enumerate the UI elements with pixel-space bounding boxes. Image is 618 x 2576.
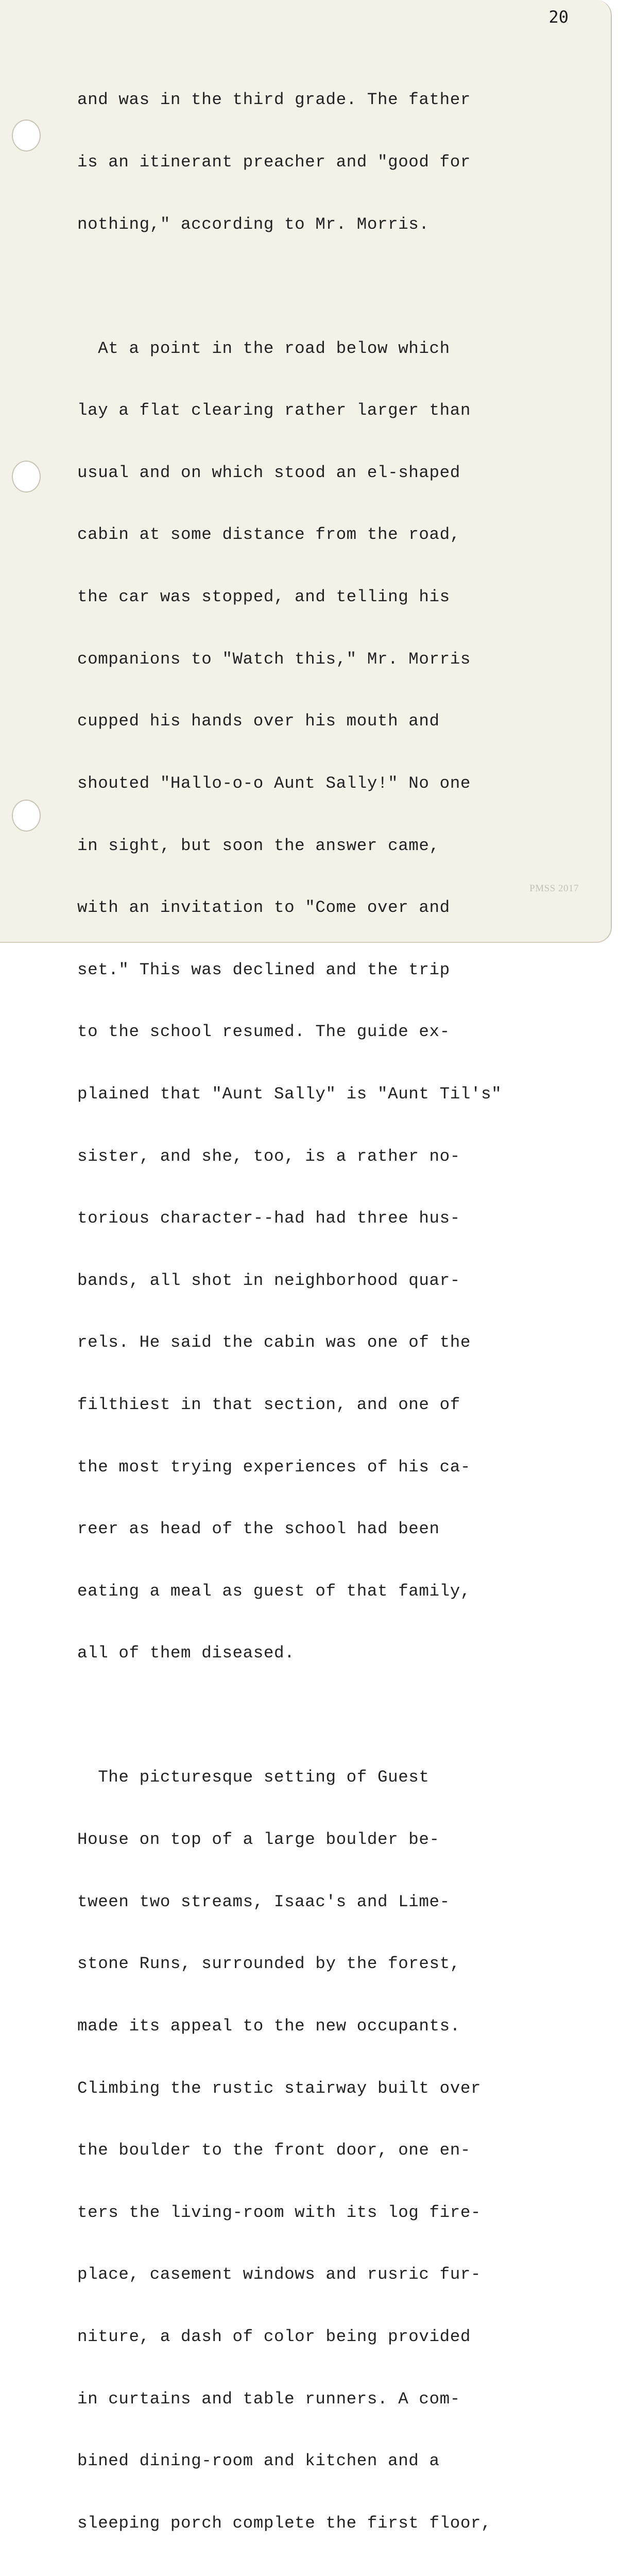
text-line: to the school resumed. The guide ex- (77, 1022, 450, 1042)
text-line: the most trying experiences of his ca- (77, 1457, 471, 1477)
text-line: companions to "Watch this," Mr. Morris (77, 649, 471, 669)
text-line: filthiest in that section, and one of (77, 1395, 460, 1414)
text-line: rels. He said the cabin was one of the (77, 1333, 471, 1352)
text-line: and was in the third grade. The father (77, 90, 471, 110)
paragraph (77, 297, 597, 1705)
text-line: bands, all shot in neighborhood quar- (77, 1270, 460, 1290)
paragraph (77, 1726, 597, 2576)
text-line: House on top of a large boulder be- (77, 1830, 440, 1850)
binder-hole-top (12, 120, 41, 151)
text-line: torious character--had had three hus- (77, 1209, 460, 1228)
text-line: in sight, but soon the answer came, (77, 836, 440, 855)
text-line: niture, a dash of color being provided (77, 2327, 471, 2346)
text-line: At a point in the road below which (77, 338, 450, 358)
text-line: usual and on which stood an el-shaped (77, 463, 460, 482)
text-line: bined dining-room and kitchen and a (77, 2451, 440, 2471)
text-line: eating a meal as guest of that family, (77, 1581, 471, 1601)
text-line: sister, and she, too, is a rather no- (77, 1146, 460, 1166)
watermark: PMSS 2017 (529, 883, 579, 894)
text-line: in curtains and table runners. A com- (77, 2389, 460, 2409)
text-line: Climbing the rustic stairway built over (77, 2078, 482, 2098)
text-line: stone Runs, surrounded by the forest, (77, 1954, 460, 1974)
text-line: cupped his hands over his mouth and (77, 711, 440, 731)
page-number: 20 (548, 7, 569, 27)
binder-hole-bottom (12, 800, 41, 832)
paragraph (77, 48, 597, 276)
text-line: reer as head of the school had been (77, 1519, 440, 1539)
text-line: ters the living-room with its log fire- (77, 2202, 482, 2222)
text-line: tween two streams, Isaac's and Lime- (77, 1892, 450, 1911)
text-line: cabin at some distance from the road, (77, 525, 460, 545)
text-line: shouted "Hallo-o-o Aunt Sally!" No one (77, 773, 471, 793)
text-line: plained that "Aunt Sally" is "Aunt Til's" (77, 1084, 502, 1104)
text-line: lay a flat clearing rather larger than (77, 401, 471, 420)
text-line: place, casement windows and rusric fur- (77, 2265, 482, 2284)
text-line: set." This was declined and the trip (77, 960, 450, 979)
text-line: with an invitation to "Come over and (77, 898, 450, 918)
text-line: made its appeal to the new occupants. (77, 2016, 460, 2036)
text-line: nothing," according to Mr. Morris. (77, 214, 430, 234)
binder-hole-middle (12, 461, 41, 493)
text-line: all of them diseased. (77, 1643, 295, 1663)
text-line: the boulder to the front door, one en- (77, 2141, 471, 2160)
text-line: is an itinerant preacher and "good for (77, 152, 471, 172)
text-line: The picturesque setting of Guest (77, 1768, 430, 1787)
typed-text-body (77, 48, 597, 2576)
text-line: the car was stopped, and telling his (77, 587, 450, 607)
text-line: sleeping porch complete the first floor, (77, 2513, 492, 2533)
